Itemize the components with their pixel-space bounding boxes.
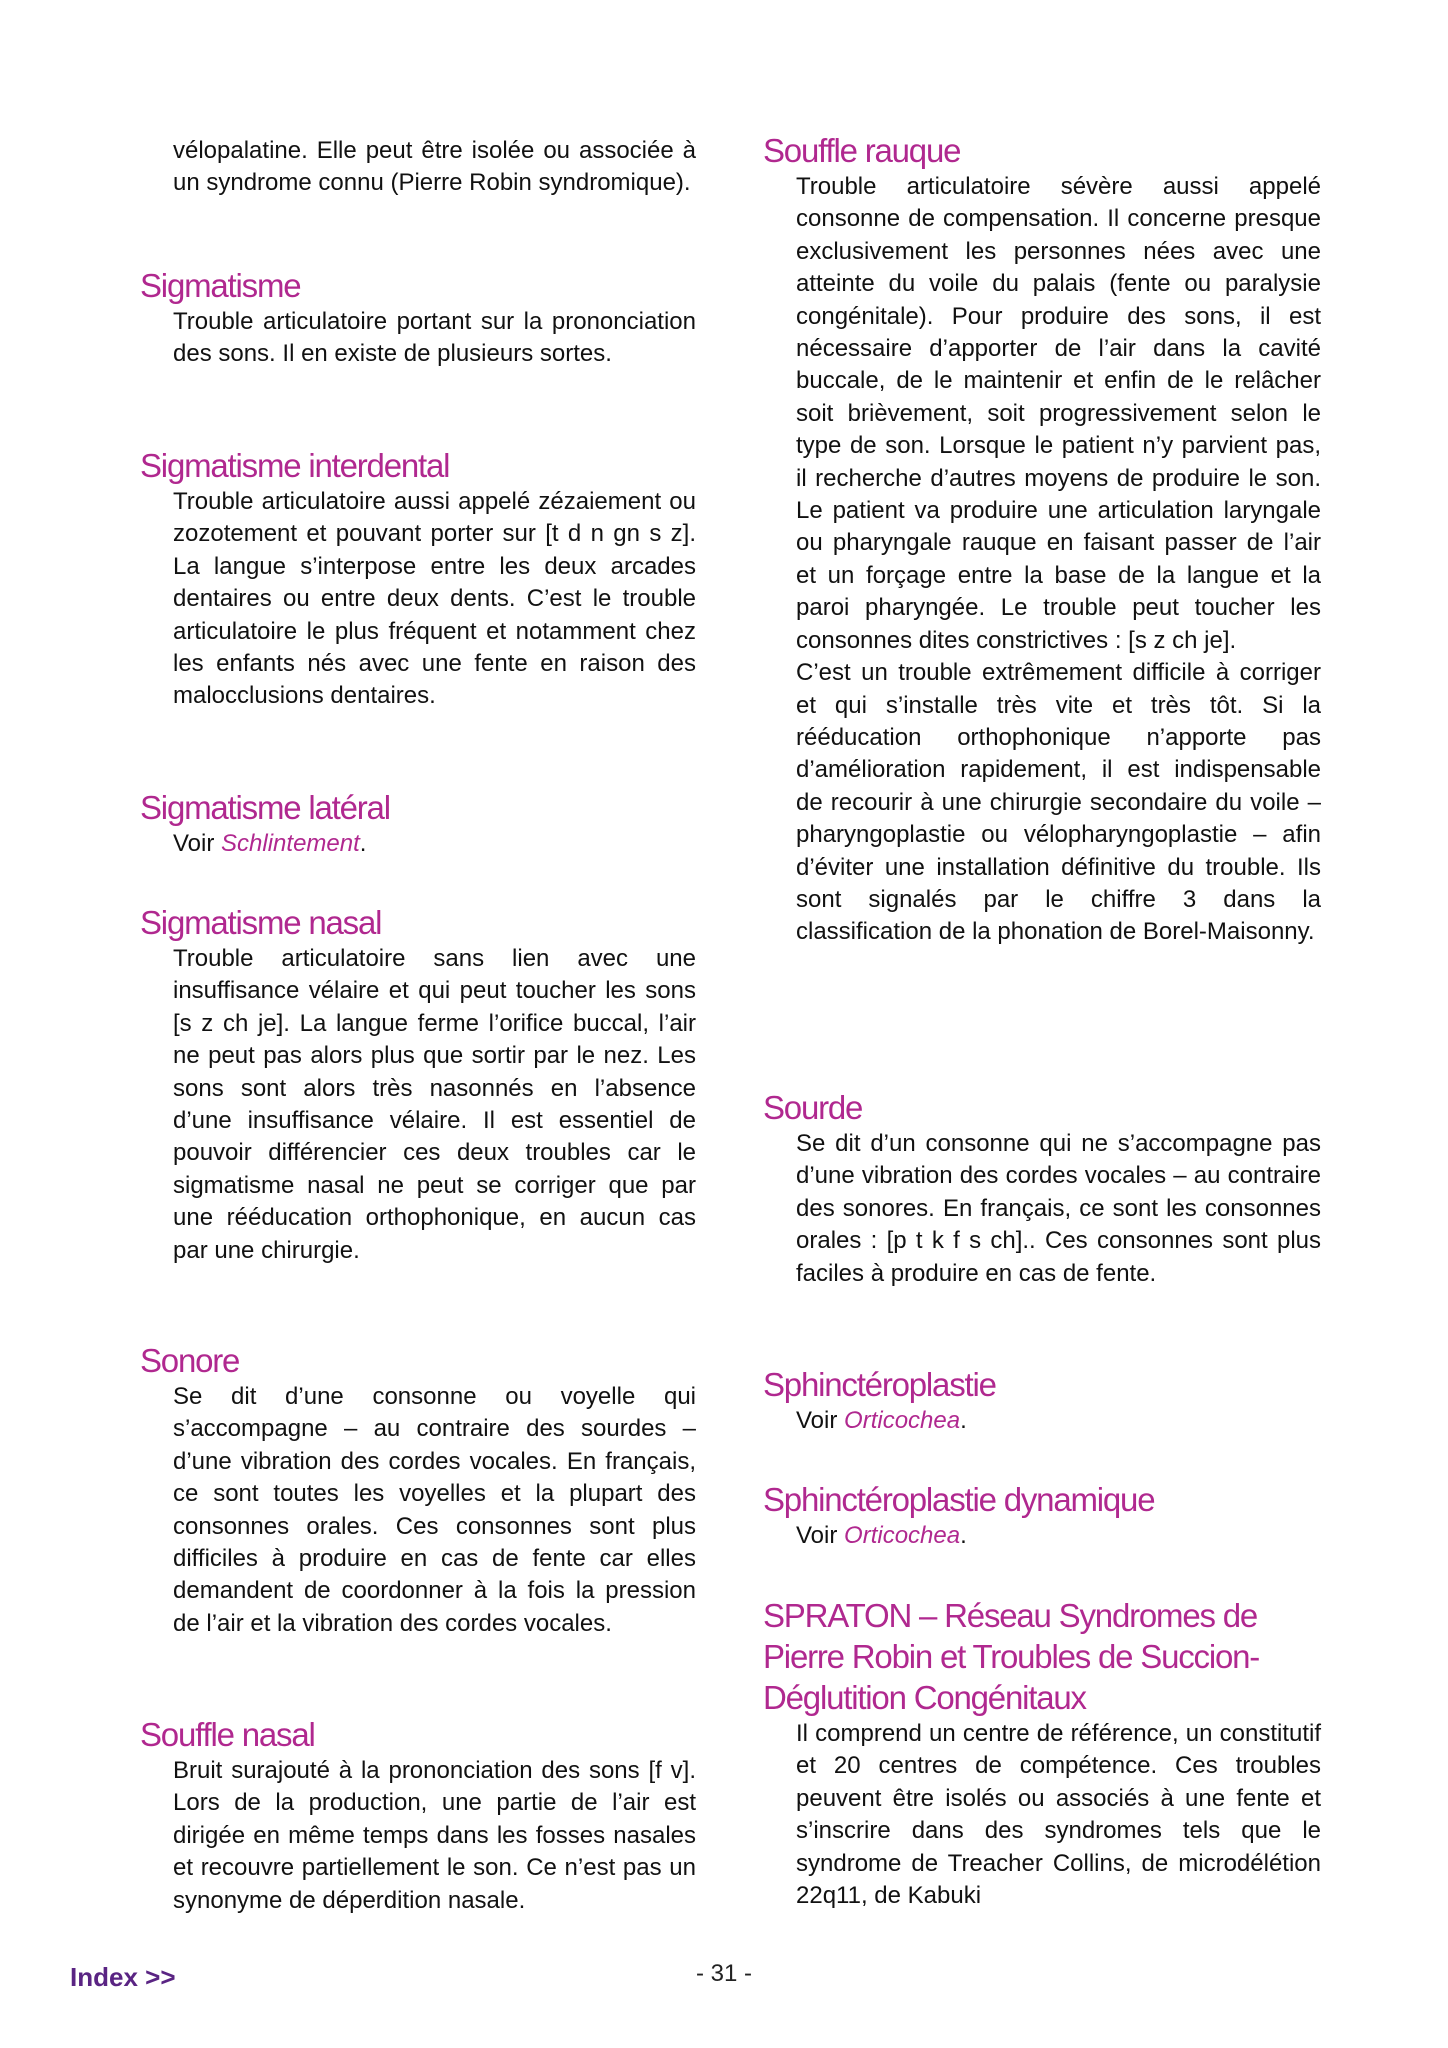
entry-term: Souffle rauque xyxy=(763,132,961,169)
index-link[interactable]: Index >> xyxy=(70,1962,176,1992)
glossary-entry-souffle-nasal xyxy=(140,1715,696,1917)
entry-definition: Il comprend un centre de référence, un constitutif et 20 centres de compétence. Ces troubles peuvent être isolés ou associés à une fente et s’inscrire dans des syndromes tels que le syndrome de Treacher Collins, de microdélétion 22q11, de Kabuki xyxy=(796,1720,1321,1910)
entry-term: Sourde xyxy=(763,1089,863,1126)
glossary-entry-souffle-rauque xyxy=(763,131,1321,949)
glossary-entry-sigmatisme-lateral xyxy=(140,788,696,860)
entry-definition: Trouble articulatoire aussi appelé zézaiement ou zozotement et pouvant porter sur [t d n gn s z]. La langue s’interpose entre les deux arcades dentaires ou entre deux dents. C’est le trouble articulatoire le plus fréquent et notamment chez les enfants nés avec une fente en raison des malocclusions dentaires. xyxy=(173,488,696,710)
glossary-entry-sourde xyxy=(763,1088,1321,1290)
see-prefix: Voir xyxy=(796,1407,838,1434)
entry-definition: Se dit d’une consonne ou voyelle qui s’accompagne – au contraire des sourdes – d’une vibration des cordes vocales. En français, ce sont toutes les voyelles et la plupart des consonnes orales. Ces consonnes sont plus difficiles à produire en cas de fente car elles demandent de coordonner à la fois la pression de l’air et la vibration des cordes vocales. xyxy=(173,1383,696,1637)
cross-reference-link[interactable]: Schlintement xyxy=(221,830,360,857)
entry-term: Sigmatisme interdental xyxy=(140,447,450,484)
entry-term: Sphinctéroplastie xyxy=(763,1366,996,1403)
glossary-entry-sigmatisme-nasal xyxy=(140,903,696,1267)
continued-definition: vélopalatine. Elle peut être isolée ou associée à un syndrome connu (Pierre Robin syndromique). xyxy=(173,137,696,197)
entry-definition: Trouble articulatoire portant sur la prononciation des sons. Il en existe de plusieurs sortes. xyxy=(173,308,696,368)
see-prefix: Voir xyxy=(796,1522,838,1549)
entry-definition: Trouble articulatoire sans lien avec une insuffisance vélaire et qui peut toucher les sons [s z ch je]. La langue ferme l’orifice buccal, l’air ne peut pas alors plus que sortir par le nez. Les sons sont alors très nasonnés en l’absence d’une insuffisance vélaire. Il est essentiel de pouvoir différencier ces deux troubles car le sigmatisme nasal ne peut se corriger que par une rééducation orthophonique, en aucun cas par une chirurgie. xyxy=(173,945,696,1264)
entry-term: Sigmatisme xyxy=(140,267,301,304)
glossary-entry-spraton xyxy=(763,1595,1321,1912)
cross-reference-link[interactable]: Orticochea xyxy=(844,1407,961,1434)
entry-definition: Bruit surajouté à la prononciation des sons [f v]. Lors de la production, une partie de l’air est dirigée en même temps dans les fosses nasales et recouvre partiellement le son. Ce n’est pas un synonyme de déperdition nasale. xyxy=(173,1757,696,1914)
entry-term: Souffle nasal xyxy=(140,1716,315,1753)
entry-term: SPRATON – Réseau Syndromes de Pierre Robin et Troubles de Succion-Déglutition Congénitaux xyxy=(763,1597,1260,1716)
entry-definition: Se dit d’un consonne qui ne s’accompagne pas d’une vibration des cordes vocales – au contraire des sonores. En français, ce sont les consonnes orales : [p t k f s ch].. Ces consonnes sont plus faciles à produire en cas de fente. xyxy=(796,1130,1321,1287)
entry-see-also xyxy=(796,1520,1321,1552)
see-suffix: . xyxy=(960,1407,967,1434)
entry-definition: Trouble articulatoire sévère aussi appelé consonne de compensation. Il concerne presque exclusivement les personnes nées avec une atteinte du voile du palais (fente ou paralysie congénitale). Pour produire des sons, il est nécessaire d’apporter de l’air dans la cavité buccale, de le maintenir et enfin de le relâcher soit brièvement, soit progressivement selon le type de son. Lorsque le patient n’y parvient pas, il recherche d’autres moyens de produire le son. Le patient va produire une articulation laryngale ou pharyngale rauque en faisant passer de l’air et un forçage entre la base de la langue et la paroi pharyngée. Le trouble peut toucher les consonnes dites constrictives : [s z ch je]. xyxy=(796,173,1321,654)
cross-reference-link[interactable]: Orticochea xyxy=(844,1522,961,1549)
entry-term: Sonore xyxy=(140,1342,240,1379)
glossary-entry-sphincteroplastie xyxy=(763,1365,1321,1437)
see-prefix: Voir xyxy=(173,830,215,857)
entry-see-also xyxy=(173,828,696,860)
glossary-entry-sigmatisme-interdental xyxy=(140,446,696,713)
glossary-entry-sonore xyxy=(140,1341,696,1640)
see-suffix: . xyxy=(960,1522,967,1549)
entry-see-also xyxy=(796,1405,1321,1437)
see-suffix: . xyxy=(359,830,367,857)
entry-term: Sphinctéroplastie dynamique xyxy=(763,1481,1155,1518)
entry-term: Sigmatisme latéral xyxy=(140,789,390,826)
glossary-entry-sigmatisme xyxy=(140,266,696,371)
page-number: - 31 - xyxy=(695,1960,752,1987)
entry-term: Sigmatisme nasal xyxy=(140,904,382,941)
entry-definition-continued: C’est un trouble extrêmement difficile à corriger et qui s’installe très vite et très tôt. Si la rééducation orthophonique n’apporte pas d’amélioration rapidement, il est indispensable de recourir à une chirurgie secondaire du voile – pharyngoplastie ou vélopharyngoplastie – afin d’éviter une installation définitive du trouble. Ils sont signalés par le chiffre 3 dans la classification de la phonation de Borel-Maisonny. xyxy=(796,659,1321,946)
glossary-entry-sphincteroplastie-dynamique xyxy=(763,1480,1321,1552)
